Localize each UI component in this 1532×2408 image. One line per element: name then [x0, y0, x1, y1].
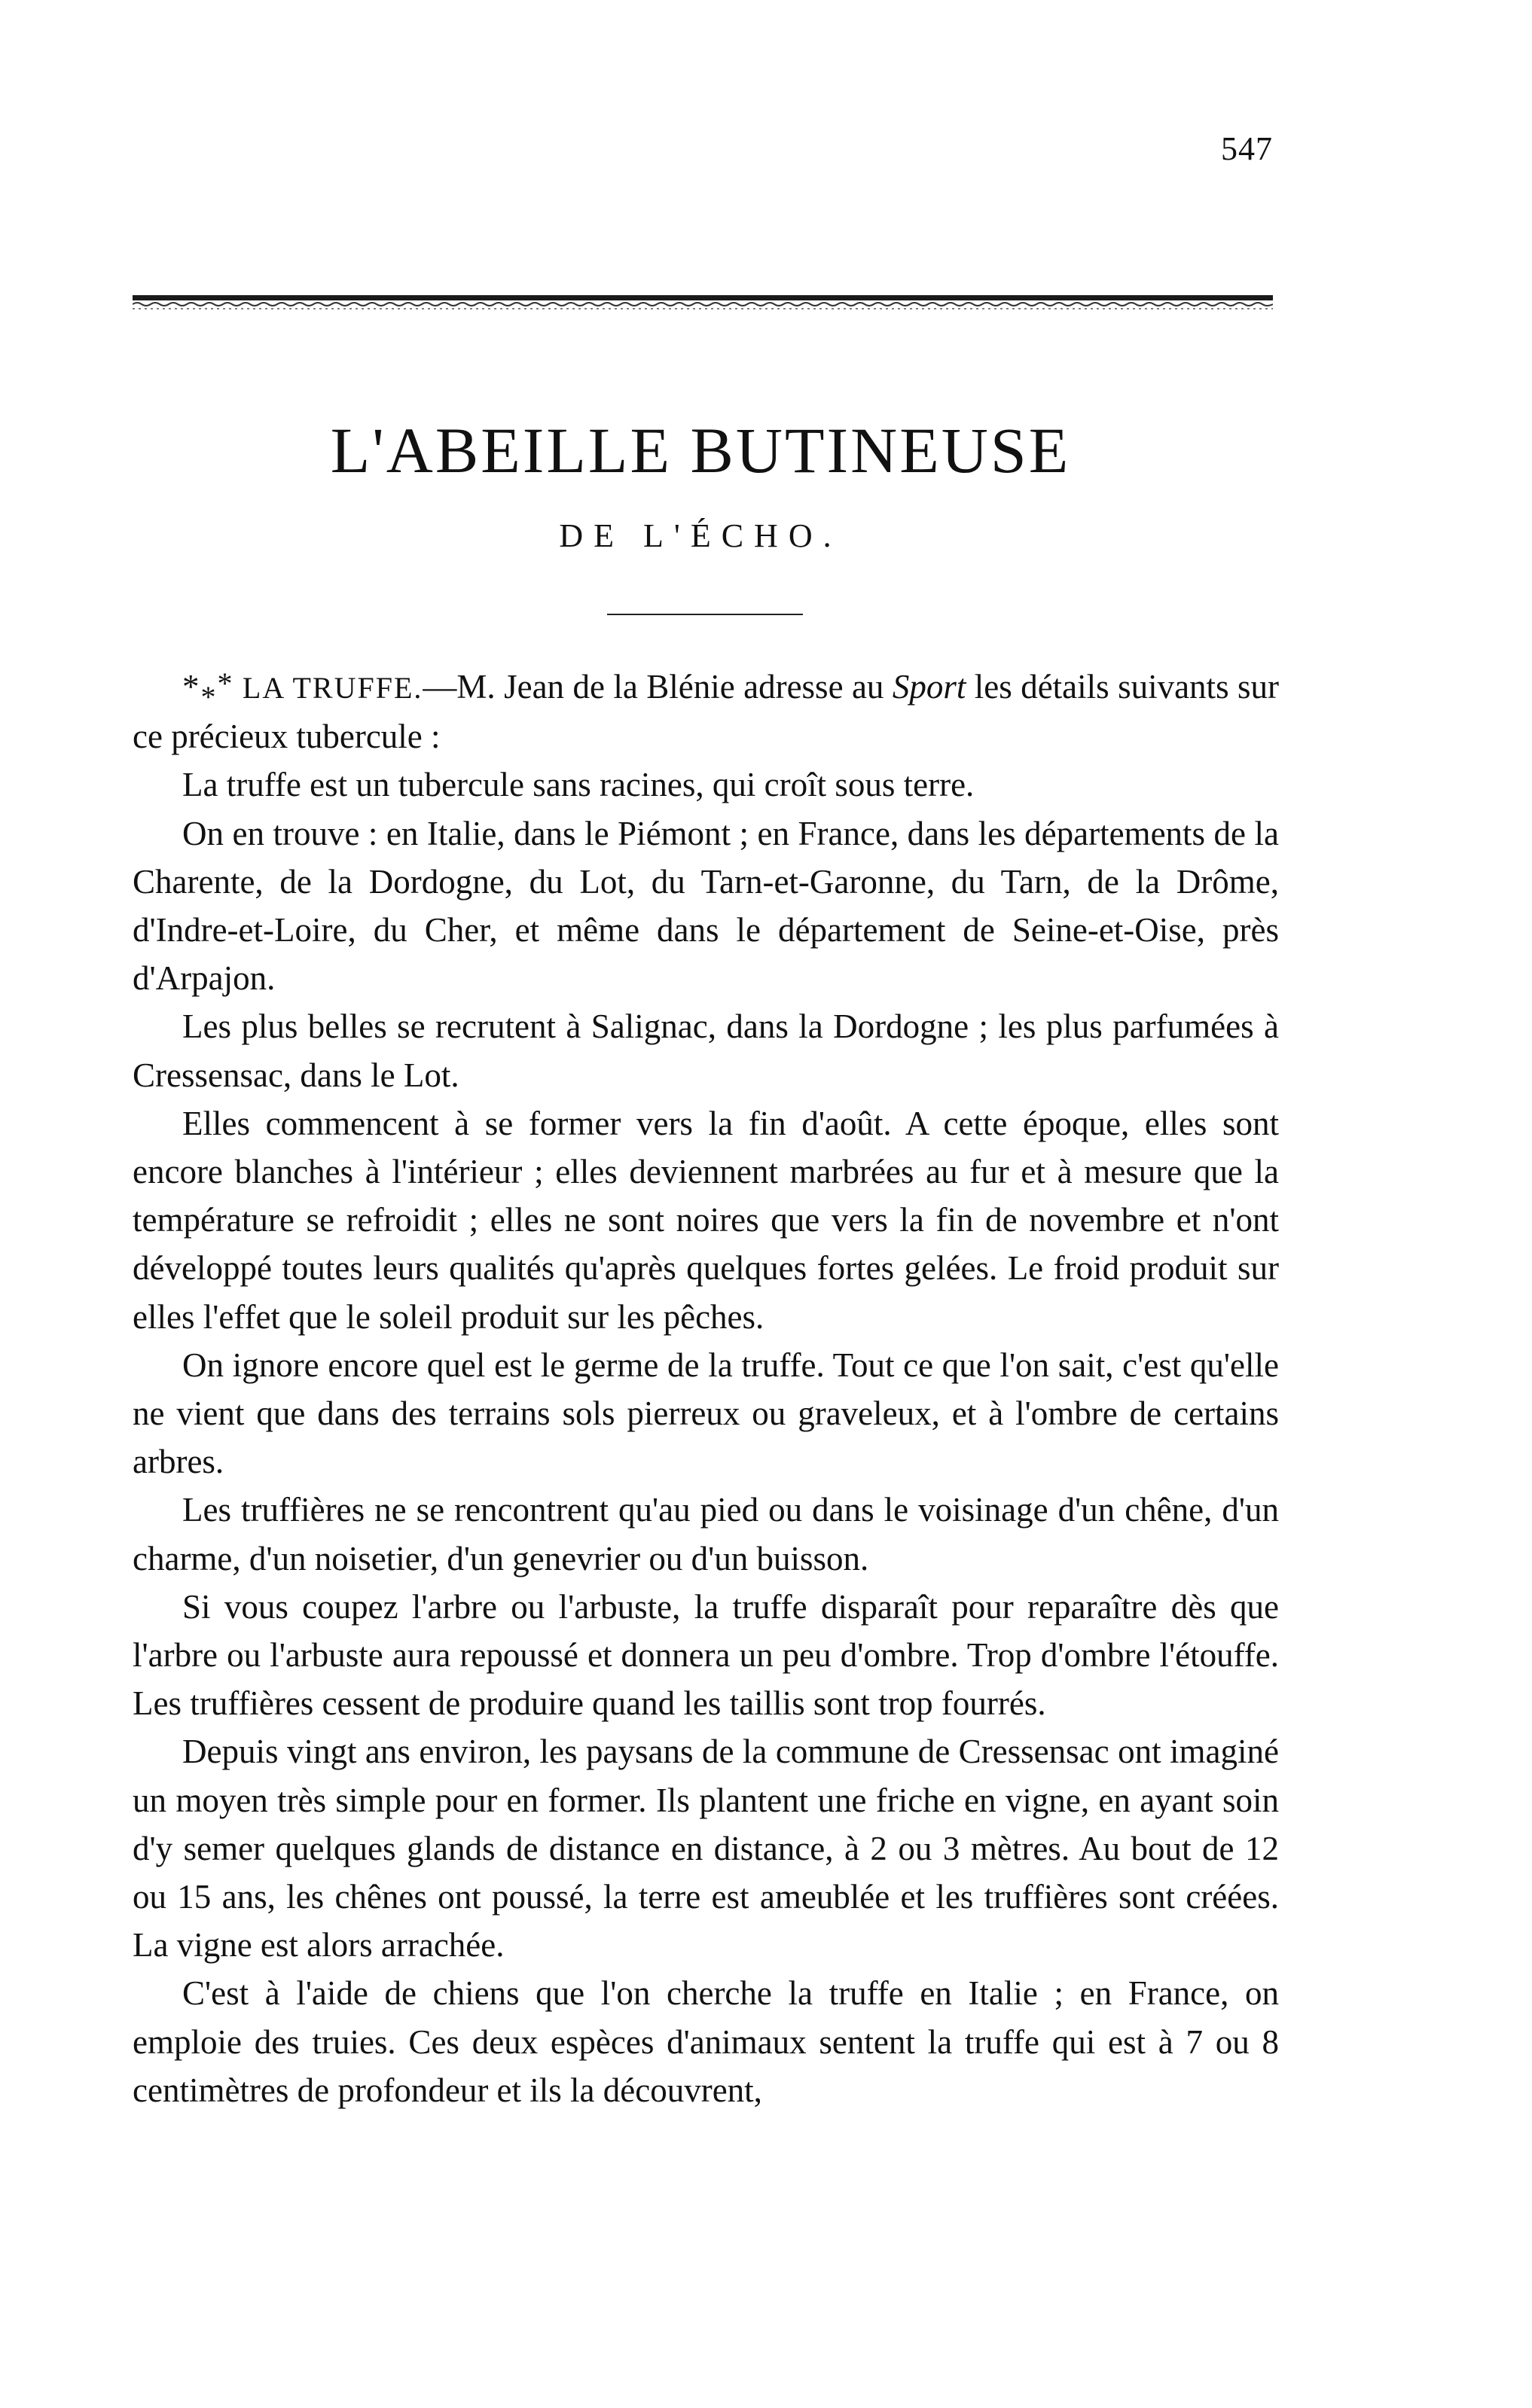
divider — [607, 614, 803, 615]
paragraph: Les plus belles se recrutent à Salignac, dans la Dordogne ; les plus parfumées à Cressensac, dans le Lot. — [133, 1007, 1279, 1094]
paragraph: La truffe est un tubercule sans racines, qui croît sous terre. — [182, 766, 975, 804]
paragraph: Elles commencent à se former vers la fin d'août. A cette époque, elles sont encore blanches à l'intérieur ; elles deviennent marbrées au fur et à mesure que la température se refroidit ; elles ne sont noires que vers la fin de novembre et n'ont développé toutes leurs qualités qu'après quelques fortes gelées. Le froid produit sur elles l'effet que le soleil produit sur les pêches. — [133, 1104, 1279, 1336]
section-heading: LA TRUFFE. — [242, 671, 423, 705]
paragraph: C'est à l'aide de chiens que l'on cherche la truffe en Italie ; en France, on emploie des truies. Ces deux espèces d'animaux sentent la truffe qui est à 7 ou 8 centimètres de profondeur et ils la découvrent, — [133, 1974, 1279, 2109]
asterism-mark: *** — [182, 666, 234, 714]
paragraph: Si vous coupez l'arbre ou l'arbuste, la truffe disparaît pour reparaître dès que l'arbre ou l'arbuste aura repoussé et donnera un peu d'ombre. Trop d'ombre l'étouffe. Les truffières cessent de produire quand les taillis sont trop fourrés. — [133, 1587, 1279, 1723]
intro-text-start: —M. Jean de la Blénie adresse au — [423, 668, 893, 706]
paragraph: Les truffières ne se rencontrent qu'au pied ou dans le voisinage d'un chêne, d'un charme, d'un noisetier, d'un genevrier ou d'un buisson. — [133, 1491, 1279, 1577]
article-intro — [133, 663, 1279, 761]
paragraph: On en trouve : en Italie, dans le Piémont ; en France, dans les départements de la Charente, de la Dordogne, du Lot, du Tarn-et-Garonne, du Tarn, de la Drôme, d'Indre-et-Loire, du Cher, et même dans le département de Seine-et-Oise, près d'Arpajon. — [133, 814, 1279, 998]
intro-journal-name: Sport — [892, 668, 966, 706]
article-body — [133, 663, 1279, 2114]
paragraph: On ignore encore quel est le germe de la truffe. Tout ce que l'on sait, c'est qu'elle ne vient que dans des terrains sols pierreux ou graveleux, et à l'ombre de certains arbres. — [133, 1346, 1279, 1481]
intro-text-end: les détails suivants sur ce précieux tubercule : — [133, 668, 1279, 756]
decorative-rule — [133, 294, 1273, 313]
page-title: L'ABEILLE BUTINEUSE — [330, 414, 1071, 486]
page-number: 547 — [1221, 130, 1273, 167]
paragraph: Depuis vingt ans environ, les paysans de la commune de Cressensac ont imaginé un moyen très simple pour en former. Ils plantent une friche en vigne, en ayant soin d'y semer quelques glands de distance en distance, à 2 ou 3 mètres. Au bout de 12 ou 15 ans, les chênes ont poussé, la terre est ameublée et les truffières sont créées. La vigne est alors arrachée. — [133, 1733, 1279, 1965]
page-subtitle: DE L'ÉCHO. — [559, 517, 842, 554]
